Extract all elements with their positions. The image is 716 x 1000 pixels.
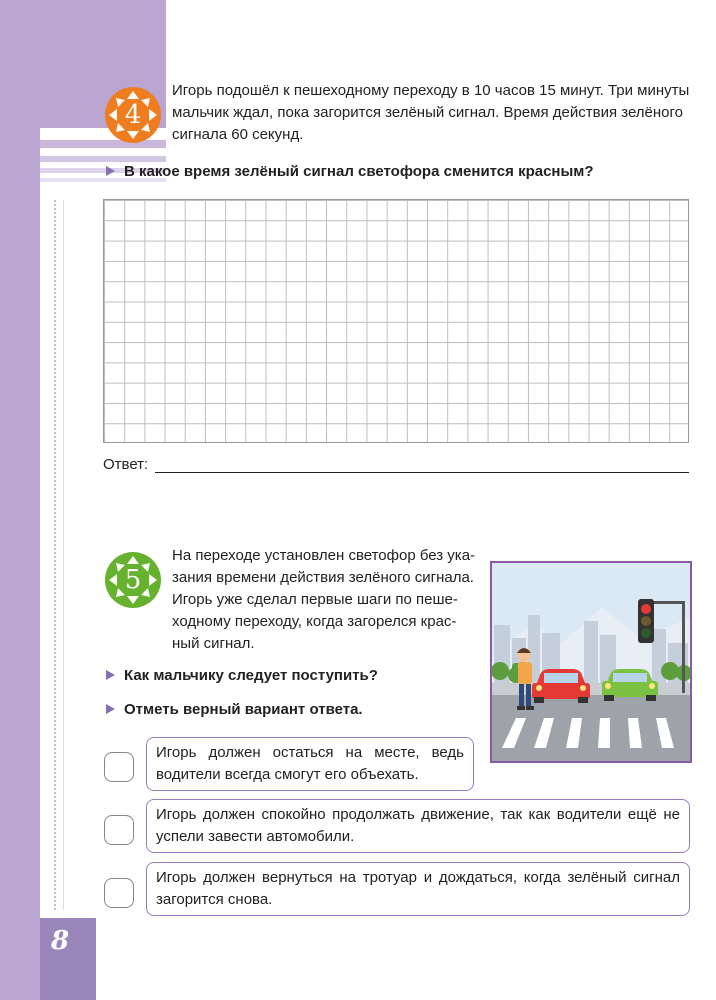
task-4-text-line: сигнала 60 секунд. xyxy=(172,126,304,143)
task-5-question-2-text: Отметь верный вариант ответа. xyxy=(124,701,363,718)
task-4-text xyxy=(172,80,692,146)
option-2-line: успели завести автомобили. xyxy=(156,828,355,845)
answer-label: Ответ: xyxy=(103,456,149,473)
option-1-line: водители всегда смогут его объехать. xyxy=(156,766,419,783)
page-number: 8 xyxy=(50,926,70,956)
task-5-text-line: ный сигнал. xyxy=(172,635,255,652)
margin-line xyxy=(63,200,64,910)
answer-grid[interactable] xyxy=(103,199,689,443)
street-scene-icon xyxy=(492,563,690,761)
option-2-checkbox[interactable] xyxy=(104,815,134,845)
option-2[interactable] xyxy=(146,799,690,853)
option-3-line: Игорь должен вернуться на тротуар и дождаться, когда зелёный сигнал xyxy=(156,869,680,886)
option-1-checkbox[interactable] xyxy=(104,752,134,782)
task-5-number: 5 xyxy=(124,565,142,595)
task-4-text-line: Игорь подошёл к пешеходному переходу в 10 часов 15 минут. Три минуты xyxy=(172,82,690,99)
arrow-right-icon xyxy=(106,704,115,714)
task-4-question xyxy=(106,163,594,180)
crosswalk-illustration xyxy=(490,561,692,763)
task-4-badge xyxy=(104,86,162,144)
answer-line[interactable] xyxy=(155,472,689,473)
arrow-right-icon xyxy=(106,166,115,176)
task-5-badge xyxy=(104,551,162,609)
option-2-line: Игорь должен спокойно продолжать движение, так как водители ещё не xyxy=(156,806,680,823)
option-1-line: Игорь должен остаться на месте, ведь xyxy=(156,744,464,761)
task-5-text-line: зания времени действия зелёного сигнала. xyxy=(172,569,474,586)
task-4-text-line: мальчик ждал, пока загорится зелёный сигнал. Время действия зелёного xyxy=(172,104,683,121)
option-1[interactable] xyxy=(146,737,474,791)
task-5-text-line: На переходе установлен светофор без ука- xyxy=(172,547,476,564)
option-3-checkbox[interactable] xyxy=(104,878,134,908)
task-5-text xyxy=(172,545,482,655)
decor-stripe xyxy=(40,156,166,162)
task-5-question-1 xyxy=(106,667,378,684)
task-5-question-2 xyxy=(106,701,363,718)
task-4-question-text: В какое время зелёный сигнал светофора сменится красным? xyxy=(124,163,594,180)
task-5-text-line: Игорь уже сделал первые шаги по пеше- xyxy=(172,591,458,608)
dotted-margin-line xyxy=(54,200,56,910)
option-3-line: загорится снова. xyxy=(156,891,273,908)
left-margin-band xyxy=(0,0,40,1000)
task-5-text-line: ходному переходу, когда загорелся крас- xyxy=(172,613,457,630)
task-4-number: 4 xyxy=(124,100,142,130)
task-5-question-1-text: Как мальчику следует поступить? xyxy=(124,667,378,684)
option-3[interactable] xyxy=(146,862,690,916)
arrow-right-icon xyxy=(106,670,115,680)
